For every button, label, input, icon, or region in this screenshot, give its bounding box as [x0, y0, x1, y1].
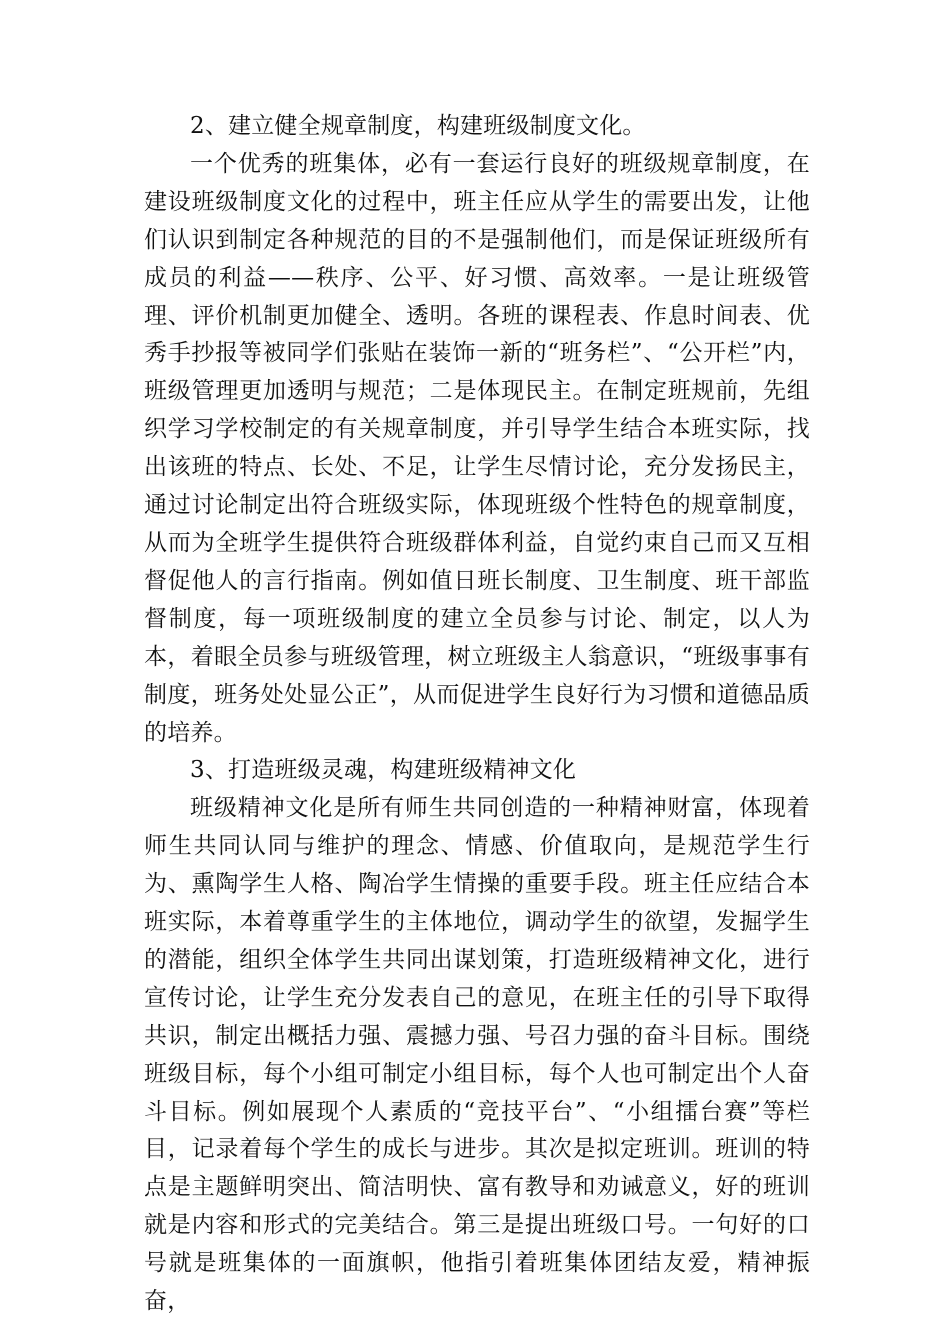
section-2-paragraph: 一个优秀的班集体，必有一套运行良好的班级规章制度，在建设班级制度文化的过程中，班主任应从学生的需要出发，让他们认识到制定各种规范的目的不是强制他们，而是保证班级所有成员的利益——秩序、公平、好习惯、高效率。一是让班级管理、评价机制更加健全、透明。各班的课程表、作息时间表、优秀手抄报等被同学们张贴在装饰一新的“班务栏”、“公开栏”内，班级管理更加透明与规范；二是体现民主。在制定班规前，先组织学习学校制定的有关规章制度，并引导学生结合本班实际，找出该班的特点、长处、不足，让学生尽情讨论，充分发扬民主，通过讨论制定出符合班级实际，体现班级个性特色的规章制度，从而为全班学生提供符合班级群体利益，自觉约束自己而又互相督促他人的言行指南。例如值日班长制度、卫生制度、班干部监督制度，每一项班级制度的建立全员参与讨论、制定，以人为本，着眼全员参与班级管理，树立班级主人翁意识，“班级事事有制度，班务处处显公正”，从而促进学生良好行为习惯和道德品质的培养。 [144, 150, 810, 746]
section-3-paragraph: 班级精神文化是所有师生共同创造的一种精神财富，体现着师生共同认同与维护的理念、情感、价值取向，是规范学生行为、熏陶学生人格、陶冶学生情操的重要手段。班主任应结合本班实际，本着尊重学生的主体地位，调动学生的欲望，发掘学生的潜能，组织全体学生共同出谋划策，打造班级精神文化，进行宣传讨论，让学生充分发表自己的意见，在班主任的引导下取得共识，制定出概括力强、震撼力强、号召力强的奋斗目标。围绕班级目标，每个小组可制定小组目标，每个人也可制定出个人奋斗目标。例如展现个人素质的“竞技平台”、“小组擂台赛”等栏目，记录着每个学生的成长与进步。其次是拟定班训。班训的特点是主题鲜明突出、简洁明快、富有教导和劝诫意义，好的班训就是内容和形式的完美结合。第三是提出班级口号。一句好的口号就是班集体的一面旗帜，他指引着班集体团结友爱，精神振奋， [144, 795, 810, 1315]
section-3-heading: 3、打造班级灵魂，构建班级精神文化 [190, 757, 577, 784]
section-2-heading: 2、建立健全规章制度，构建班级制度文化。 [190, 113, 646, 139]
document-page [144, 108, 810, 1321]
